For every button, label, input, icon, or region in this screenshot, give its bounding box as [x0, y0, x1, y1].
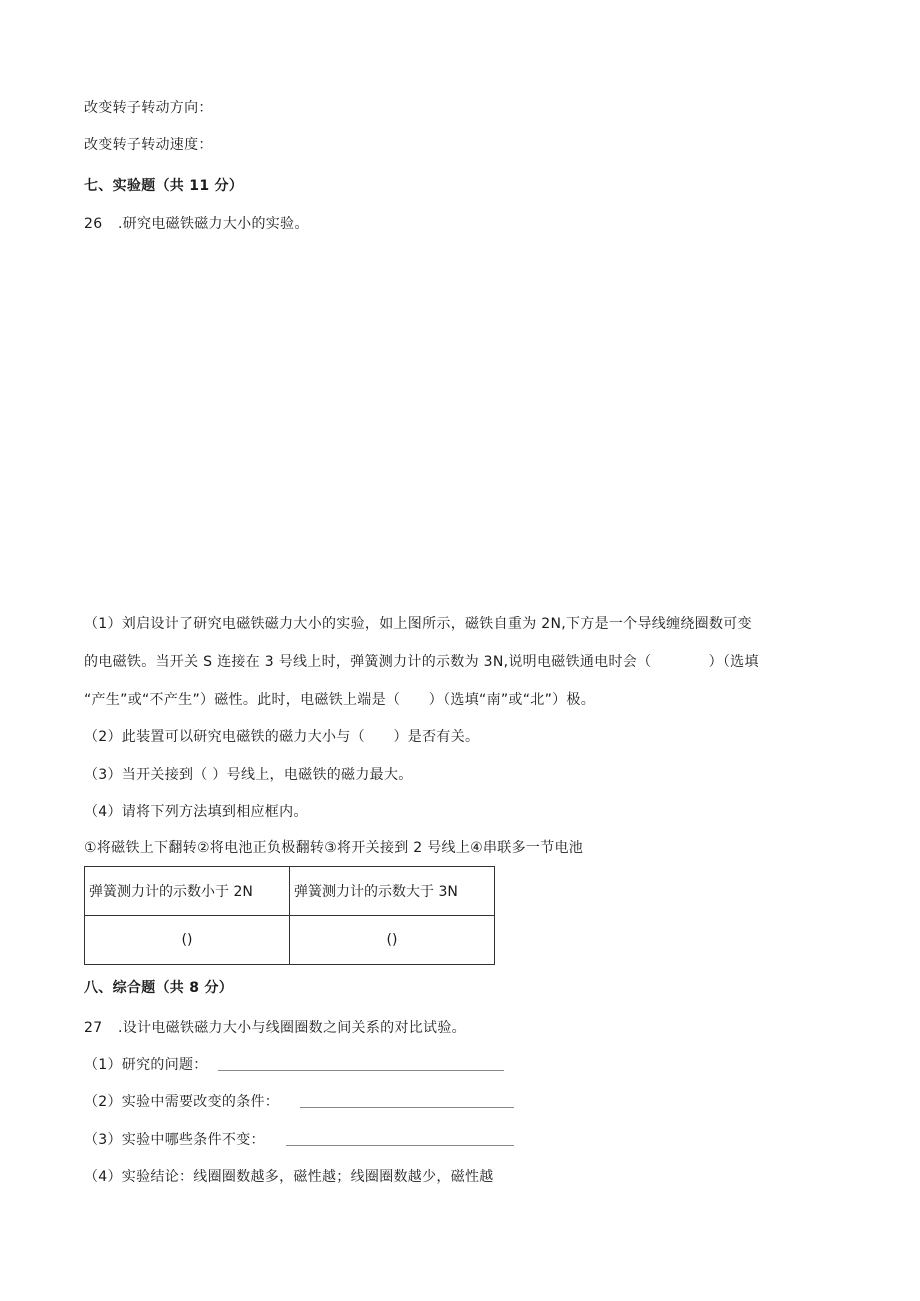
- q27-step2: （2）实验中需要改变的条件：: [84, 1094, 280, 1110]
- q27-step4: （4）实验结论：线圈圈数越多，磁性越；线圈圈数越少，磁性越: [84, 1169, 494, 1185]
- q27-step3: （3）实验中哪些条件不变：: [84, 1132, 265, 1148]
- q26-part4: （4）请将下列方法填到相应框内。: [84, 804, 308, 820]
- table-answer-left[interactable]: (): [85, 916, 290, 965]
- question-27-title: [84, 1018, 466, 1038]
- q27-step2-blank[interactable]: [300, 1107, 514, 1108]
- q26-part2: （2）此装置可以研究电磁铁的磁力大小与（ ）是否有关。: [84, 729, 480, 745]
- table-answer-right[interactable]: (): [290, 916, 495, 965]
- q26-part3: （3）当开关接到（ ）号线上，电磁铁的磁力最大。: [84, 767, 413, 783]
- q27-step1: （1）研究的问题：: [84, 1057, 208, 1073]
- q27-step1-blank[interactable]: [218, 1070, 504, 1071]
- q26-part1-line-c: “产生”或“不产生”）磁性。此时，电磁铁上端是（ ）（选填“南”或“北”）极。: [84, 692, 596, 708]
- text-change-direction: 改变转子转动方向：: [84, 100, 213, 116]
- question-27-number: 27: [84, 1020, 103, 1036]
- q26-part1-line-a: （1）刘启设计了研究电磁铁磁力大小的实验，如上图所示，磁铁自重为 2N,下方是一个导线缠绕圈数可变: [84, 616, 752, 632]
- method-options: ①将磁铁上下翻转②将电池正负极翻转③将开关接到 2 号线上④串联多一节电池: [84, 840, 584, 856]
- answer-table: [84, 866, 495, 965]
- q27-step3-blank[interactable]: [286, 1145, 514, 1146]
- section-8-heading: 八、综合题（共 8 分）: [84, 980, 234, 996]
- text-change-speed: 改变转子转动速度：: [84, 137, 213, 153]
- question-27-text: .设计电磁铁磁力大小与线圈圈数之间关系的对比试验。: [118, 1020, 466, 1036]
- section-7-heading: 七、实验题（共 11 分）: [84, 178, 244, 194]
- q26-part1-line-b: 的电磁铁。当开关 S 连接在 3 号线上时，弹簧测力计的示数为 3N,说明电磁铁通电时会（ ）（选填: [84, 654, 759, 670]
- question-26-text: .研究电磁铁磁力大小的实验。: [118, 216, 309, 232]
- table-header-greater-than: 弹簧测力计的示数大于 3N: [290, 867, 495, 916]
- table-header-less-than: 弹簧测力计的示数小于 2N: [85, 867, 290, 916]
- question-26-title: [84, 214, 309, 234]
- question-26-number: 26: [84, 216, 103, 232]
